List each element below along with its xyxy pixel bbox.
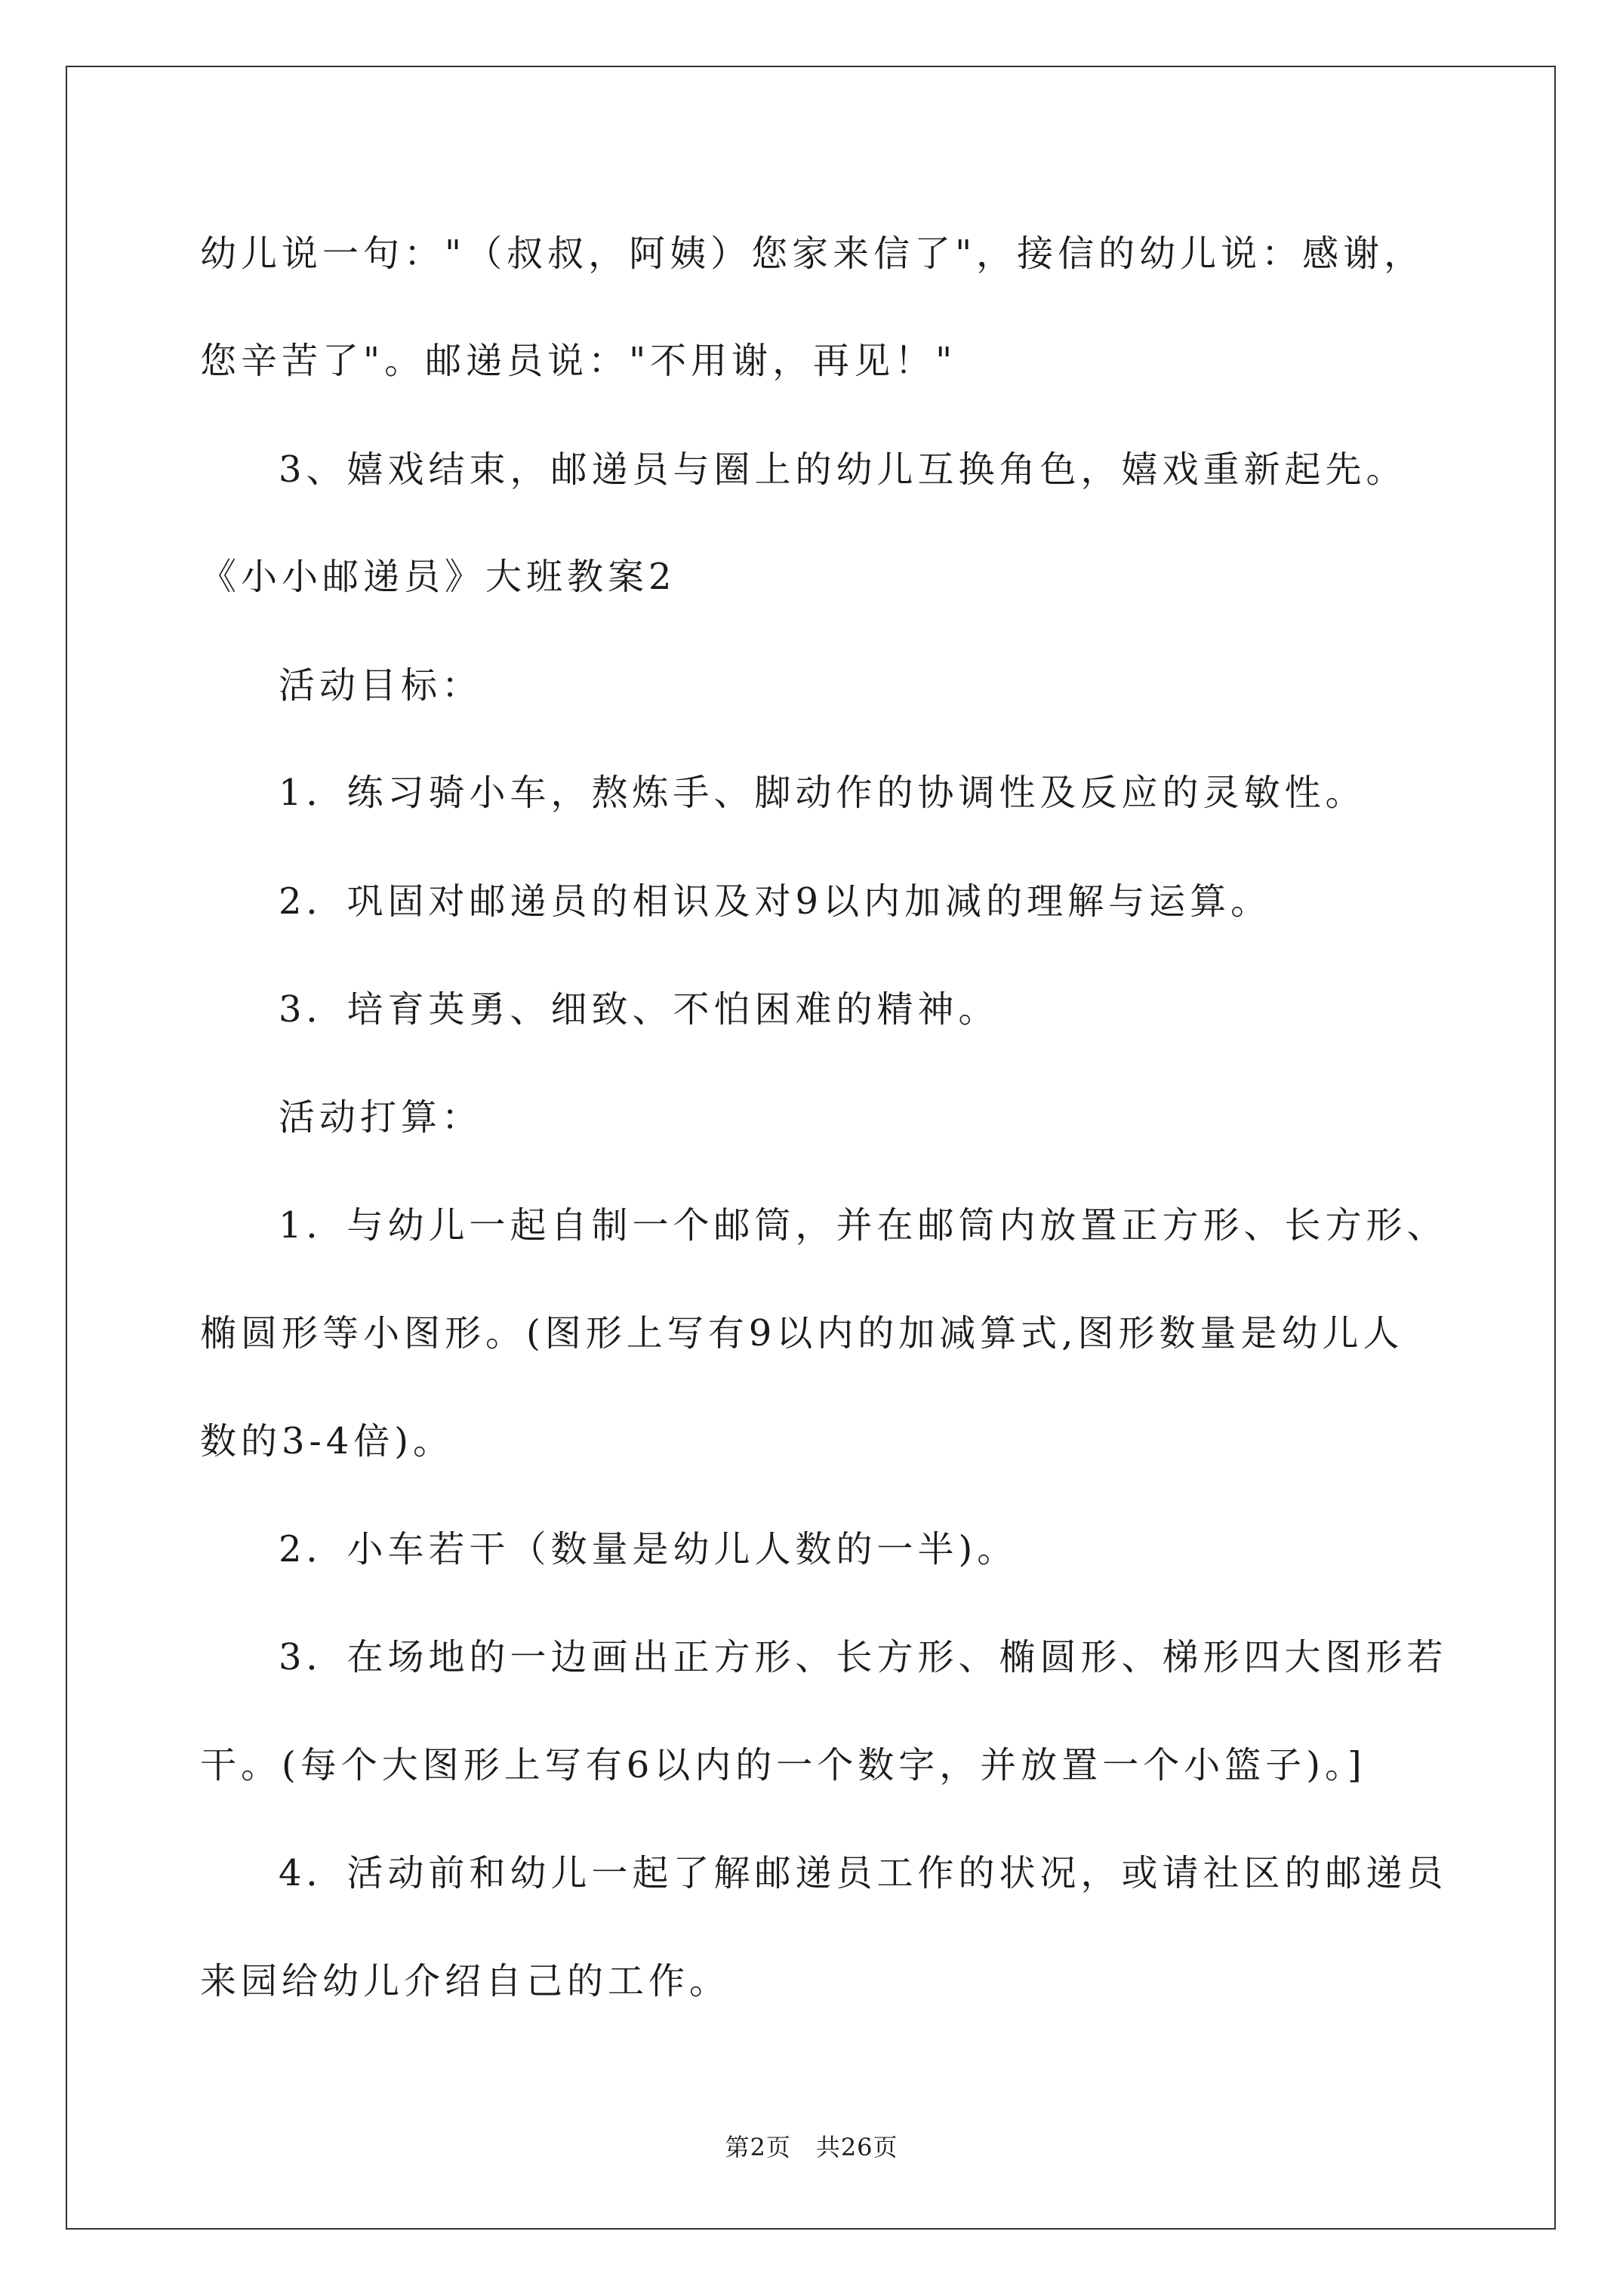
page-number-footer: 第2页 共26页 <box>725 2133 898 2162</box>
list-item: 1．练习骑小车，熬炼手、脚动作的协调性及反应的灵敏性。 <box>279 772 1366 814</box>
page-border <box>66 66 1556 2230</box>
paragraph-line: 3、嬉戏结束，邮递员与圈上的幼儿互换角色，嬉戏重新起先。 <box>279 448 1407 491</box>
paragraph-line: 干。(每个大图形上写有6以内的一个数字，并放置一个小篮子)。] <box>200 1744 1366 1786</box>
list-item: 3．培育英勇、细致、不怕困难的精神。 <box>279 988 999 1031</box>
paragraph-line: 幼儿说一句："（叔叔，阿姨）您家来信了"，接信的幼儿说：感谢， <box>200 233 1425 275</box>
list-item: 4．活动前和幼儿一起了解邮递员工作的状况，或请社区的邮递员 <box>279 1852 1448 1894</box>
paragraph-line: 椭圆形等小图形。(图形上写有9以内的加减算式,图形数量是幼儿人 <box>200 1312 1404 1354</box>
list-item: 2．巩固对邮递员的相识及对9以内加减的理解与运算。 <box>279 880 1272 923</box>
list-item: 1．与幼儿一起自制一个邮筒，并在邮筒内放置正方形、长方形、 <box>279 1204 1448 1247</box>
subheading: 活动打算： <box>279 1096 483 1139</box>
paragraph-line: 数的3-4倍)。 <box>200 1420 454 1462</box>
list-item: 3．在场地的一边画出正方形、长方形、椭圆形、梯形四大图形若 <box>279 1636 1448 1678</box>
paragraph-line: 您辛苦了"。邮递员说："不用谢，再见！" <box>200 340 957 382</box>
section-heading: 《小小邮递员》大班教案2 <box>200 556 676 598</box>
list-item: 2．小车若干（数量是幼儿人数的一半)。 <box>279 1528 1018 1570</box>
paragraph-line: 来园给幼儿介绍自己的工作。 <box>200 1960 731 2002</box>
subheading: 活动目标： <box>279 664 483 707</box>
